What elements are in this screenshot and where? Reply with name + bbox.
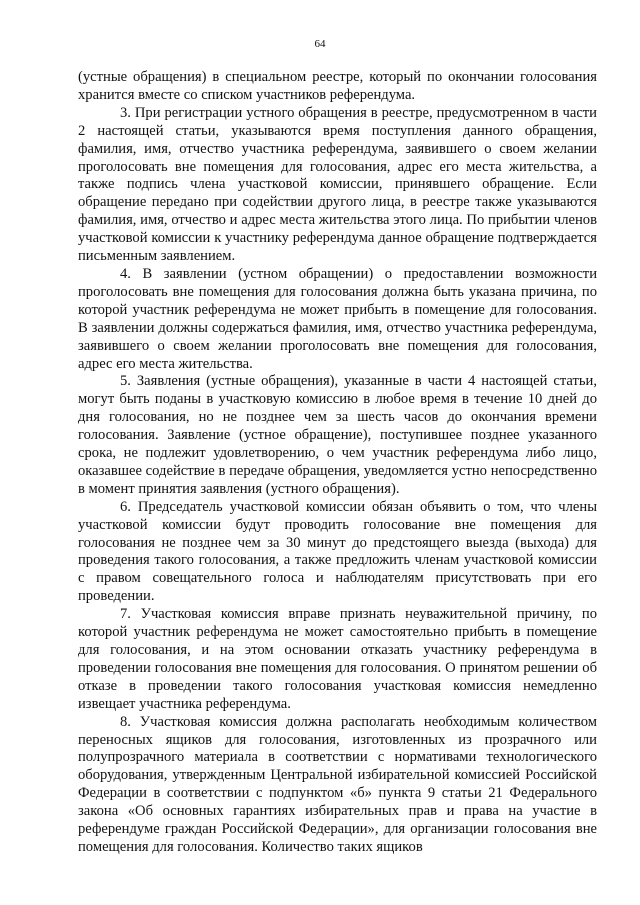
paragraph-continuation: (устные обращения) в специальном реестре, который по окончании голосования хранится вместе со списком участников референдума.	[78, 69, 597, 103]
paragraph-5: 5. Заявления (устные обращения), указанные в части 4 настоящей статьи, могут быть поданы в участковую комиссию в любое время в течение 10 дней до дня голосования, но не позднее чем за шесть часов до окончания времени голосования. Заявление (устное обращение), поступившее позднее указанного срока, не подлежит удовлетворению, о чем участник референдума либо лицо, оказавшее содействие в передаче обращения, уведомляется устно непосредственно в момент принятия заявления (устного обращения).	[78, 373, 597, 497]
paragraph-4: 4. В заявлении (устном обращении) о предоставлении возможности проголосовать вне помещения для голосования должна быть указана причина, по которой участник референдума не может прибыть в помещение для голосования. В заявлении должны содержаться фамилия, имя, отчество участника референдума, заявившего о своем желании проголосовать вне помещения для голосования, адрес его места жительства.	[78, 265, 597, 372]
paragraph-3: 3. При регистрации устного обращения в реестре, предусмотренном в части 2 настоящей статьи, указываются время поступления данного обращения, фамилия, имя, отчество участника референдума, заявившего о своем желании проголосовать вне помещения для голосования, адрес его места жительства, а также подпись члена участковой комиссии, принявшего обращение. Если обращение передано при содействии другого лица, в реестре также указываются фамилия, имя, отчество и адрес места жительства этого лица. По прибытии членов участковой комиссии к участнику референдума данное обращение подтверждается письменным заявлением.	[78, 104, 597, 265]
document-body	[78, 69, 597, 857]
paragraph-7: 7. Участковая комиссия вправе признать неуважительной причину, по которой участник референдума не может самостоятельно прибыть в помещение для голосования, и на этом основании отказать участнику референдума в проведении голосования вне помещения для голосования. О принятом решении об отказе в проведении такого голосования участковая комиссия немедленно извещает участника референдума.	[78, 606, 597, 712]
paragraph-6: 6. Председатель участковой комиссии обязан объявить о том, что члены участковой комиссии будут проводить голосование вне помещения для голосования не позднее чем за 30 минут до предстоящего выезда (выхода) для проведения такого голосования, а также предложить членам участковой комиссии с правом совещательного голоса и наблюдателям присутствовать при его проведении.	[78, 498, 597, 605]
page-number: 64	[314, 38, 326, 50]
paragraph-8: 8. Участковая комиссия должна располагать необходимым количеством переносных ящиков для голосования, изготовленных из прозрачного или полупрозрачного материала в соответствии с нормативами технологического оборудования, утвержденным Центральной избирательной комиссией Российской Федерации в соответствии с подпунктом «б» пункта 9 статьи 21 Федерального закона «Об основных гарантиях избирательных прав и права на участие в референдуме граждан Российской Федерации», для организации голосования вне помещения для голосования. Количество таких ящиков	[78, 713, 597, 855]
